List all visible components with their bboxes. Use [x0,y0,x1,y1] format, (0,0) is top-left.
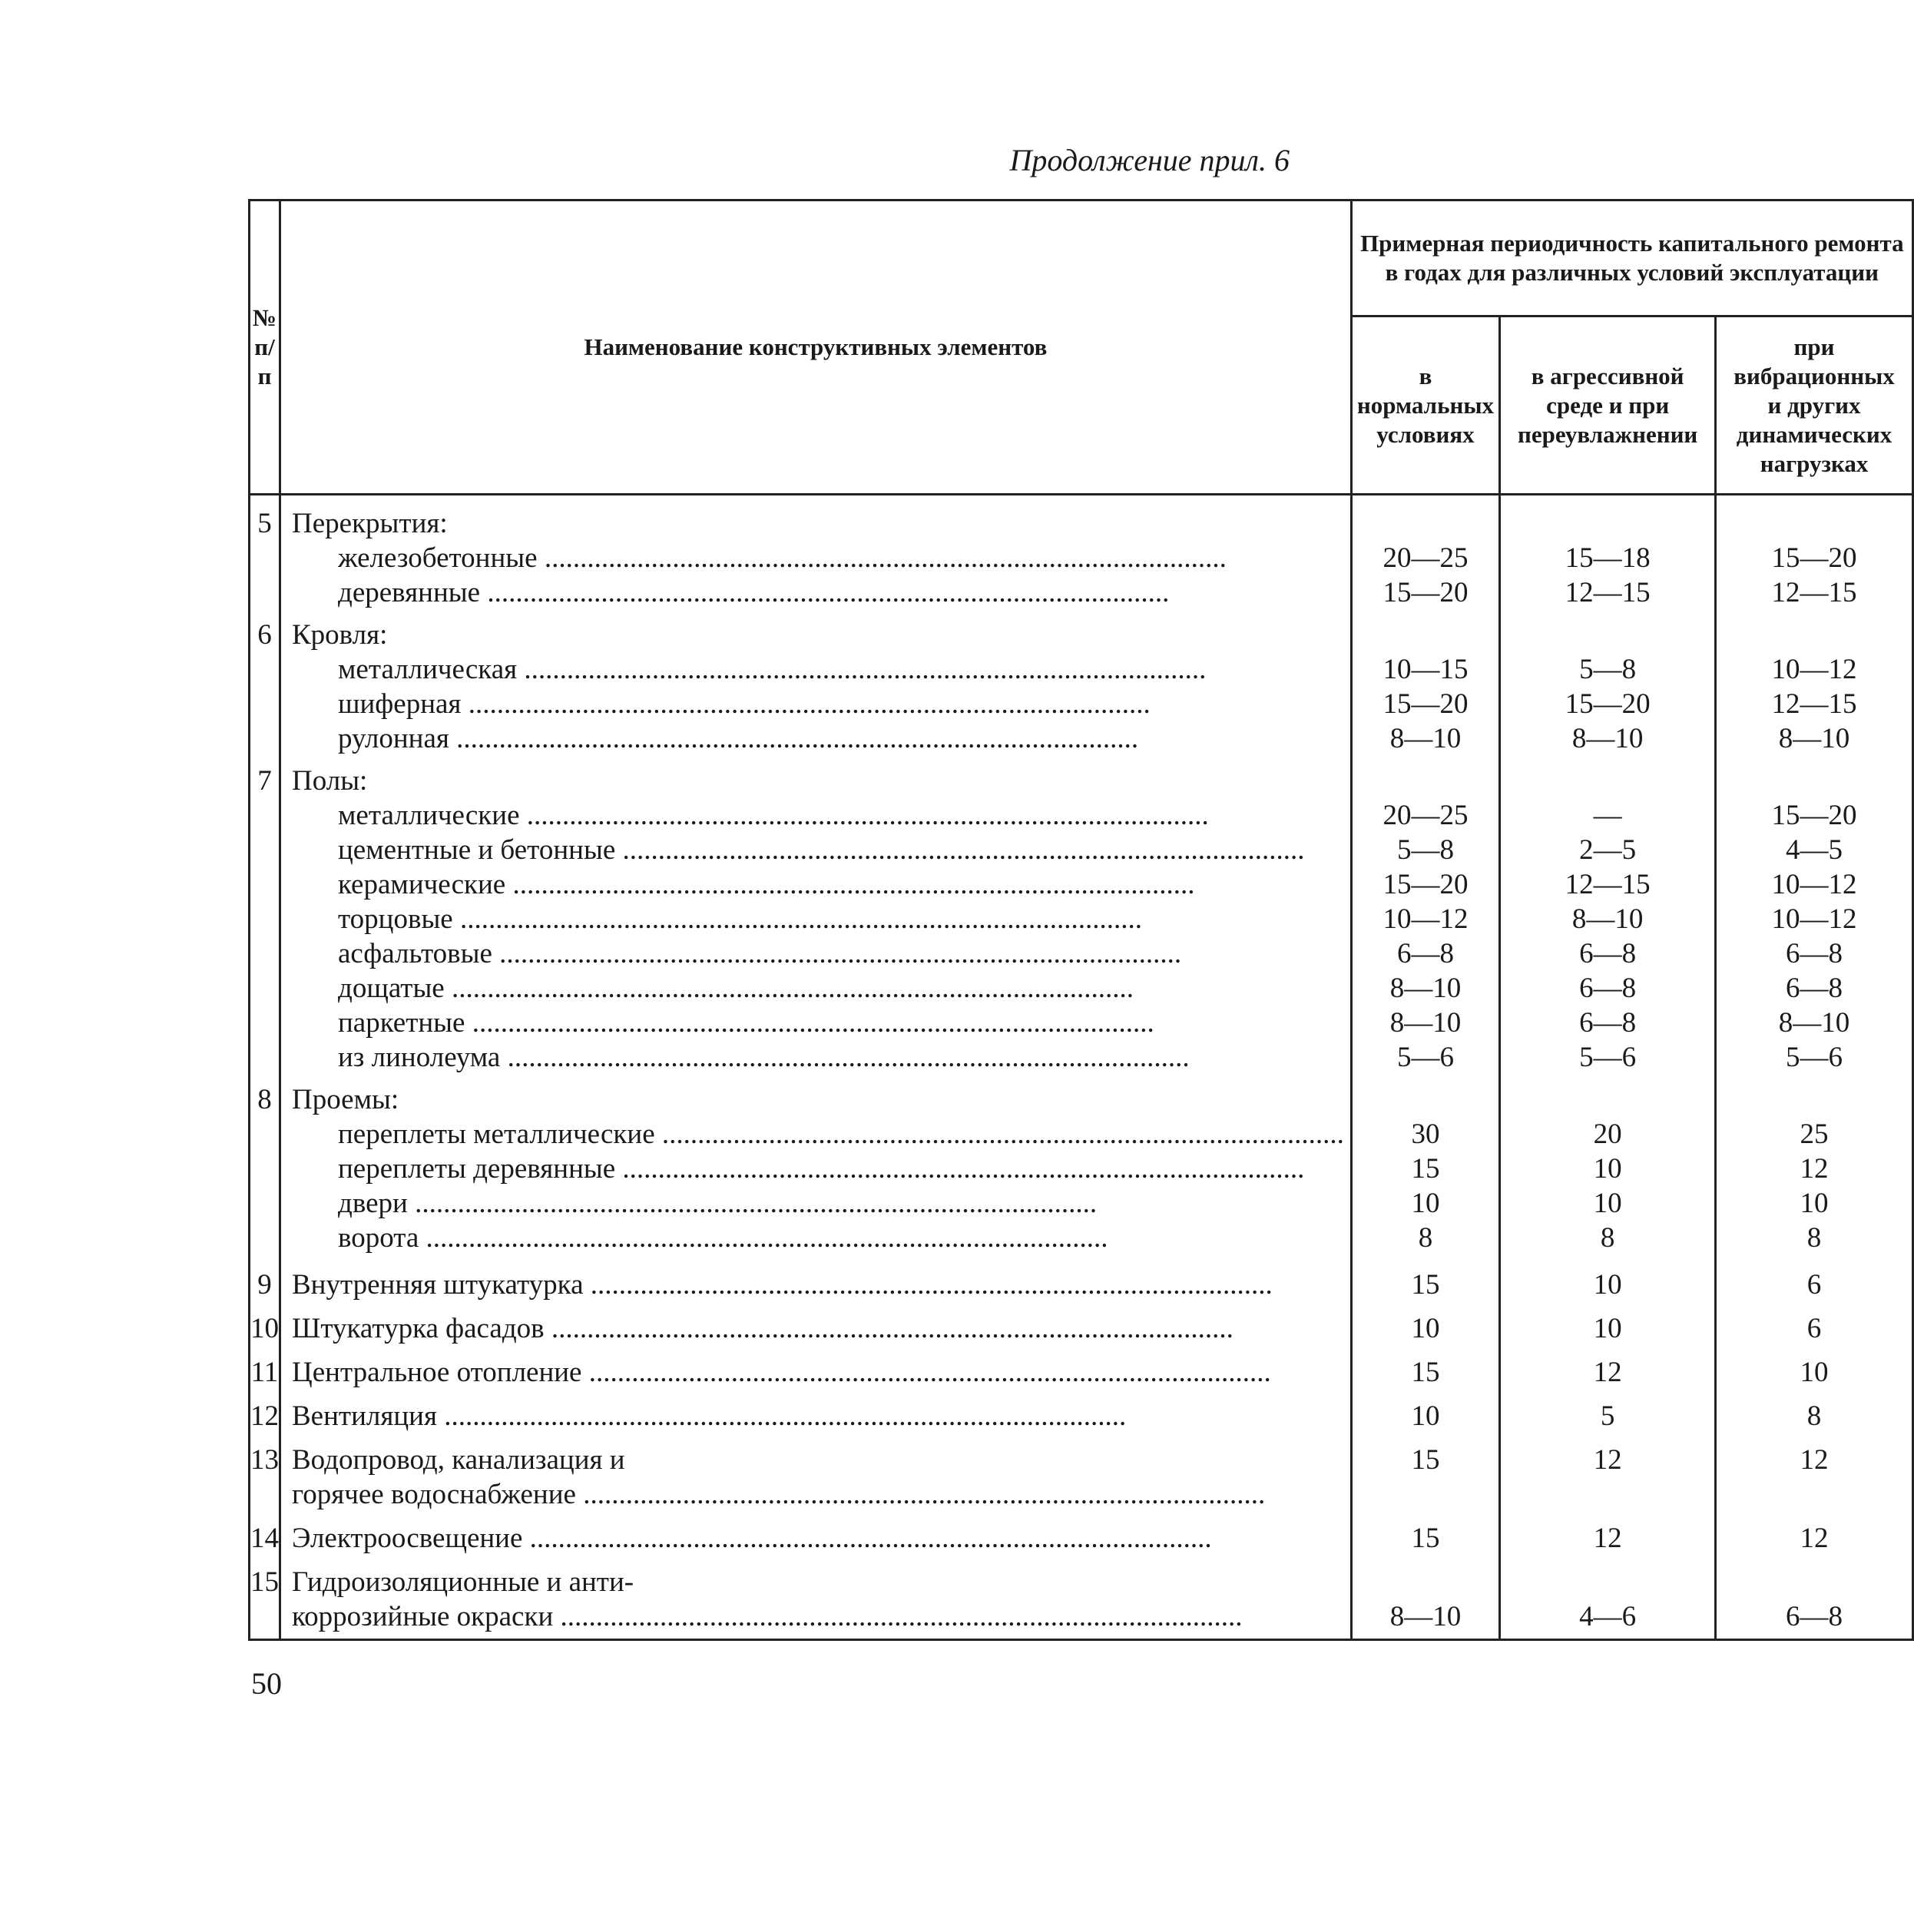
value-aggressive: 5 [1600,1400,1615,1432]
element-name-line2: горячее водоснабжение ..... [292,1477,1344,1512]
spacer [1501,506,1714,541]
value-vibration-cell [1716,1394,1913,1438]
element-name-cell [280,1307,1352,1350]
list-item: деревянные ..... [292,575,1344,610]
value-aggressive: 5—6 [1579,1042,1637,1073]
header-aggressive-environment: в агрессивной среде и при переувлажнении [1500,316,1716,495]
row-number-text: 7 [257,765,272,797]
value-normal: 10 [1411,1400,1440,1432]
header-element-name: Наименование конструктивных элементов [280,200,1352,495]
value-vibration: 12—15 [1771,688,1857,720]
value-aggressive-cell [1500,1516,1716,1560]
value-vibration: 12—15 [1771,577,1857,608]
value-normal: 15—20 [1383,577,1469,608]
value-normal: 8 [1418,1222,1433,1254]
table-row [250,618,1913,764]
element-name-line1: Гидроизоляционные и анти- [292,1566,634,1598]
value-aggressive: 6—8 [1579,973,1637,1004]
value-aggressive: 6—8 [1579,938,1637,969]
element-name-cell [280,495,1352,618]
group-title: Кровля: [292,619,388,651]
spacer [1717,764,1912,798]
value-aggressive: 2—5 [1579,834,1637,866]
spacer [1717,618,1912,652]
spacer [1501,1082,1714,1117]
list-item: дощатые ..... [292,971,1344,1006]
value-vibration: 10 [1800,1188,1829,1219]
value-vibration-cell [1716,1082,1913,1263]
value-vibration-cell [1716,1307,1913,1350]
value-vibration: 8 [1806,1400,1822,1432]
value-normal-cell [1351,1263,1499,1307]
value-normal: 15 [1411,1269,1440,1301]
element-name-cell [280,1560,1352,1640]
row-number [250,495,280,618]
element-name-line2: коррозийные окраски ..... [292,1599,1344,1634]
value-aggressive: 4—6 [1579,1601,1637,1632]
value-aggressive: 15—18 [1565,542,1651,574]
spacer [1501,618,1714,652]
value-vibration: 25 [1800,1118,1829,1150]
value-normal: 15—20 [1383,688,1469,720]
value-vibration-cell [1716,1263,1913,1307]
value-aggressive: 8—10 [1571,903,1644,935]
value-vibration-cell [1716,1438,1913,1516]
header-vibration-loads: при вибрационных и других динамических нагрузках [1716,316,1913,495]
value-aggressive: 10 [1593,1153,1622,1185]
spacer [1501,764,1714,798]
spacer [1353,1565,1498,1599]
value-normal: 10—15 [1383,654,1469,685]
group-title: Полы: [292,765,368,797]
row-number [250,764,280,1082]
element-name-cell [280,764,1352,1082]
list-item: ворота ..... [292,1221,1344,1255]
table-row [250,764,1913,1082]
table-row [250,1438,1913,1516]
value-normal: 30 [1411,1118,1440,1150]
element-name-cell [280,1082,1352,1263]
value-normal: 20—25 [1383,800,1469,831]
element-name-cell [280,1350,1352,1394]
value-normal-cell [1351,618,1499,764]
continuation-label: Продолжение прил. 6 [1009,143,1290,177]
value-vibration: 12 [1800,1444,1829,1476]
row-number [250,1307,280,1350]
value-aggressive: 15—20 [1565,688,1651,720]
value-normal: 8—10 [1389,1007,1462,1039]
spacer [1353,764,1498,798]
value-normal: 15—20 [1383,869,1469,900]
value-aggressive-cell [1500,1307,1716,1350]
list-item: рулонная ..... [292,721,1344,756]
list-item: из линолеума ..... [292,1040,1344,1075]
list-item: железобетонные ..... [292,541,1344,575]
row-number [250,1263,280,1307]
value-vibration-cell [1716,1350,1913,1394]
value-aggressive: 10 [1593,1313,1622,1344]
value-normal: 10 [1411,1313,1440,1344]
list-item: паркетные ..... [292,1006,1344,1040]
spacer [1353,1082,1498,1117]
value-normal-cell [1351,495,1499,618]
value-aggressive: 12—15 [1565,869,1651,900]
value-normal-cell [1351,1560,1499,1640]
value-vibration: 6—8 [1786,938,1843,969]
value-normal: 20—25 [1383,542,1469,574]
value-normal: 15 [1411,1153,1440,1185]
header-normal-conditions: в нормальных условиях [1351,316,1499,495]
value-normal: 15 [1411,1523,1440,1554]
element-name-line1: Водопровод, канализация и [292,1444,625,1476]
element-name-cell [280,1263,1352,1307]
row-number-text: 6 [257,619,272,651]
row-number-text: 8 [257,1084,272,1115]
row-number [250,1560,280,1640]
value-normal: 10—12 [1383,903,1469,935]
repair-periodicity-table [248,199,1914,1641]
spacer [1353,618,1498,652]
value-normal: 15 [1411,1357,1440,1388]
element-name: Вентиляция ..... [292,1399,1344,1433]
value-aggressive-cell [1500,1394,1716,1438]
element-name-cell [280,1438,1352,1516]
value-vibration: 8—10 [1778,1007,1850,1039]
value-vibration: 6—8 [1786,1601,1843,1632]
list-item: металлические ..... [292,798,1344,833]
row-number-text: 14 [250,1523,279,1554]
row-number [250,618,280,764]
table-row [250,1263,1913,1307]
element-name: Центральное отопление ..... [292,1355,1344,1390]
list-item: двери ..... [292,1186,1344,1221]
value-aggressive: 20 [1593,1118,1622,1150]
table-row [250,1560,1913,1640]
value-aggressive-cell [1500,1438,1716,1516]
value-aggressive: 12 [1593,1444,1622,1476]
value-normal-cell [1351,1438,1499,1516]
list-item: цементные и бетонные ..... [292,833,1344,867]
row-number-text: 13 [250,1444,279,1476]
table-row [250,1307,1913,1350]
value-normal-cell [1351,1350,1499,1394]
value-vibration-cell [1716,495,1913,618]
row-number-text: 10 [250,1313,279,1344]
group-title: Проемы: [292,1084,399,1115]
value-normal: 8—10 [1389,973,1462,1004]
row-number-text: 5 [257,508,272,539]
value-vibration-cell [1716,764,1913,1082]
spacer [1353,506,1498,541]
value-aggressive: 12 [1593,1357,1622,1388]
value-aggressive: 5—8 [1579,654,1637,685]
element-name: Внутренняя штукатурка ..... [292,1268,1344,1302]
header-periodicity-group: Примерная периодичность капитального ремонта в годах для различных условий эксплуатации [1351,200,1912,316]
value-vibration: 12 [1800,1523,1829,1554]
value-normal: 5—8 [1396,834,1454,866]
table-row [250,1394,1913,1438]
value-normal-cell [1351,1307,1499,1350]
element-name: Электроосвещение ..... [292,1521,1344,1556]
value-normal-cell [1351,1082,1499,1263]
row-number [250,1438,280,1516]
value-vibration: 12 [1800,1153,1829,1185]
row-number [250,1082,280,1263]
value-normal: 5—6 [1396,1042,1454,1073]
value-aggressive-cell [1500,495,1716,618]
list-item: шиферная ..... [292,687,1344,721]
value-aggressive-cell [1500,1350,1716,1394]
spacer [1717,506,1912,541]
value-aggressive-cell [1500,1560,1716,1640]
value-vibration: 5—6 [1786,1042,1843,1073]
list-item: керамические ..... [292,867,1344,902]
value-vibration: 15—20 [1771,542,1857,574]
header-number: № п/п [250,200,280,495]
value-aggressive: 12—15 [1565,577,1651,608]
list-item: металлическая ..... [292,652,1344,687]
element-name-cell [280,618,1352,764]
list-item: переплеты деревянные ..... [292,1152,1344,1186]
value-aggressive-cell [1500,1263,1716,1307]
value-aggressive: 6—8 [1579,1007,1637,1039]
page-number: 50 [251,1666,282,1701]
list-item: асфальтовые ..... [292,936,1344,971]
value-aggressive: — [1593,800,1622,831]
value-vibration: 10—12 [1771,903,1857,935]
row-number-text: 11 [250,1357,279,1388]
value-normal: 8—10 [1389,723,1462,754]
value-vibration: 6 [1806,1269,1822,1301]
element-name: Штукатурка фасадов ..... [292,1311,1344,1346]
value-vibration-cell [1716,618,1913,764]
value-normal: 6—8 [1396,938,1454,969]
value-aggressive-cell [1500,764,1716,1082]
value-vibration: 6 [1806,1313,1822,1344]
table-row [250,1082,1913,1263]
value-aggressive: 8—10 [1571,723,1644,754]
value-vibration: 10 [1800,1357,1829,1388]
value-aggressive: 10 [1593,1269,1622,1301]
spacer [1717,1565,1912,1599]
value-normal-cell [1351,1516,1499,1560]
table-row [250,495,1913,618]
value-vibration: 8 [1806,1222,1822,1254]
group-title: Перекрытия: [292,508,448,539]
row-number-text: 12 [250,1400,279,1432]
value-vibration-cell [1716,1560,1913,1640]
row-number-text: 9 [257,1269,272,1301]
value-aggressive: 8 [1600,1222,1615,1254]
value-normal: 10 [1411,1188,1440,1219]
table-row [250,1516,1913,1560]
list-item: переплеты металлические ..... [292,1117,1344,1152]
element-name-cell [280,1394,1352,1438]
value-vibration: 10—12 [1771,869,1857,900]
value-normal: 15 [1411,1444,1440,1476]
value-vibration: 10—12 [1771,654,1857,685]
value-vibration-cell [1716,1516,1913,1560]
value-normal-cell [1351,764,1499,1082]
element-name-cell [280,1516,1352,1560]
row-number [250,1516,280,1560]
value-vibration: 4—5 [1786,834,1843,866]
row-number [250,1350,280,1394]
table-row [250,1350,1913,1394]
value-normal-cell [1351,1394,1499,1438]
list-item: торцовые ..... [292,902,1344,936]
spacer [1717,1082,1912,1117]
value-aggressive-cell [1500,1082,1716,1263]
value-aggressive: 10 [1593,1188,1622,1219]
value-vibration: 15—20 [1771,800,1857,831]
spacer [1501,1565,1714,1599]
value-aggressive-cell [1500,618,1716,764]
value-aggressive: 12 [1593,1523,1622,1554]
row-number-text: 15 [250,1566,279,1598]
value-vibration: 8—10 [1778,723,1850,754]
value-vibration: 6—8 [1786,973,1843,1004]
row-number [250,1394,280,1438]
value-normal: 8—10 [1389,1601,1462,1632]
